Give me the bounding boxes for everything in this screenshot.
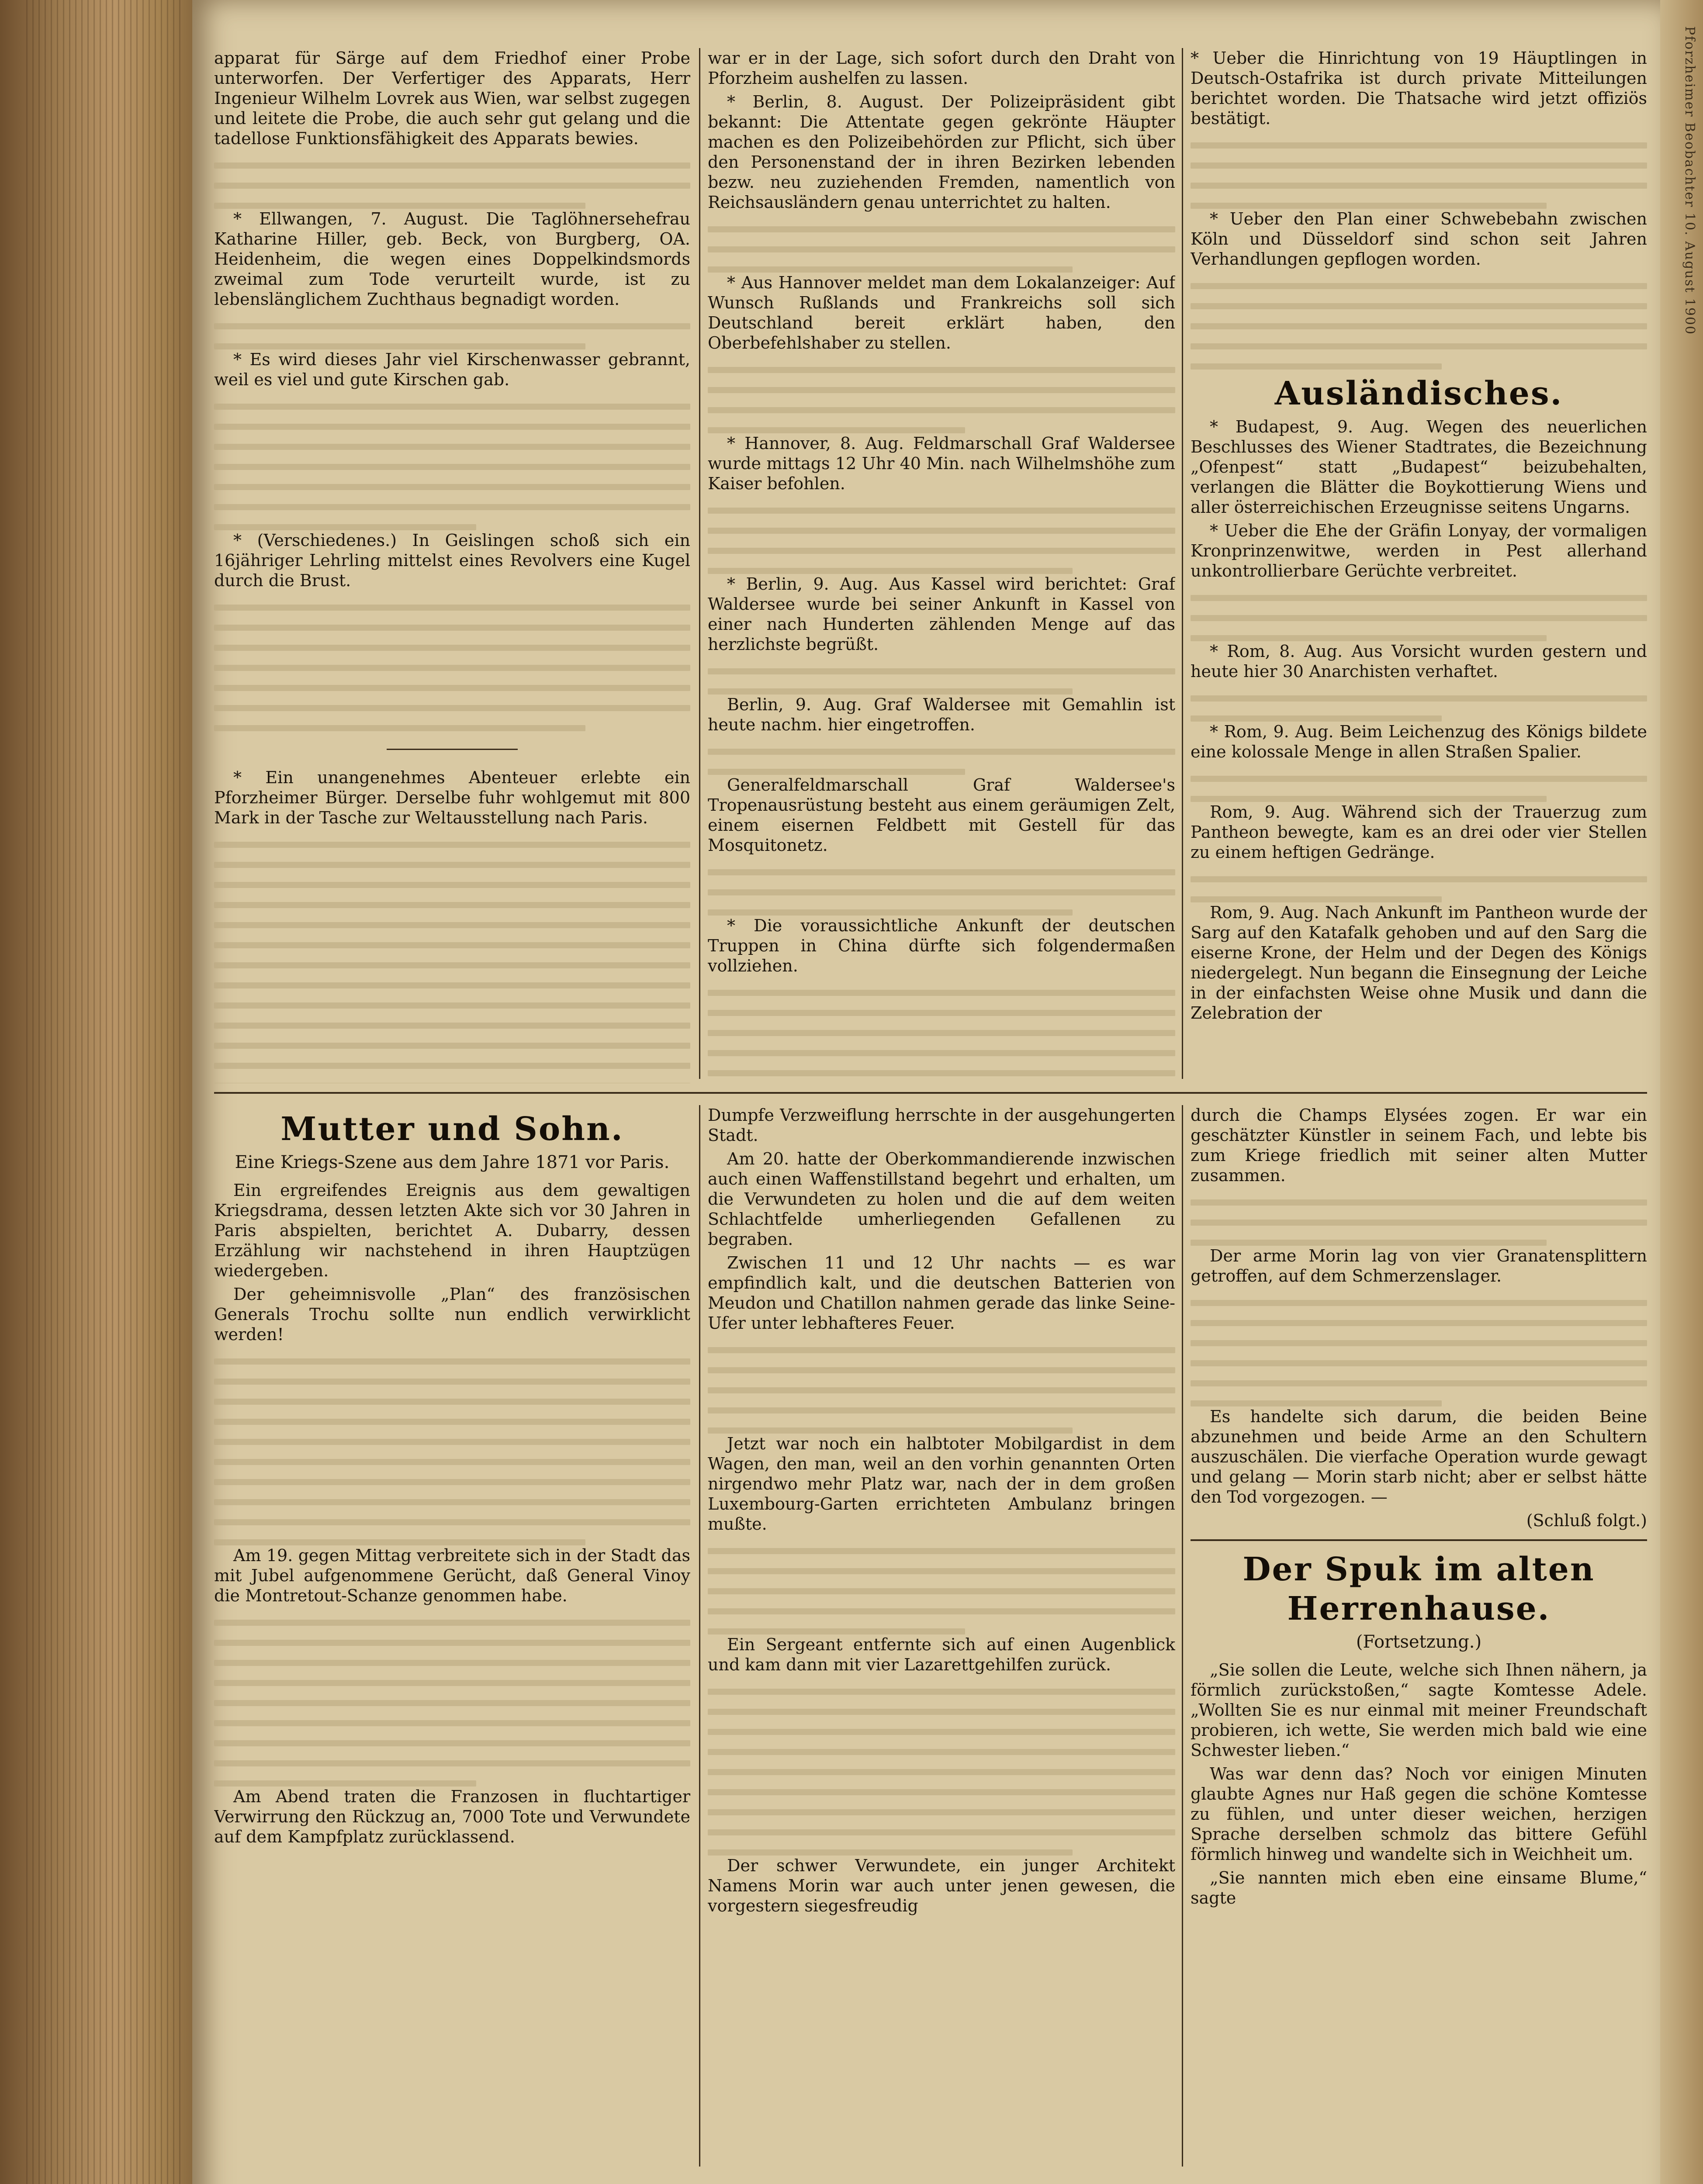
story-paragraph: durch die Champs Elysées zogen. Er war ein geschätzter Künstler in seinem Fach, und lebte bis zum Kriege friedlich mit seiner alten Mutter zusammen. (1191, 1106, 1647, 1185)
top-column-1 (214, 48, 690, 1083)
column-rule (699, 1105, 700, 2167)
article-paragraph: Generalfeldmarschall Graf Waldersee's Tropenausrüstung besteht aus einem geräumigen Zelt, einem eisernen Feldbett mit Gestell für das Mosquitonetz. (708, 775, 1175, 855)
text-lines (1191, 695, 1647, 722)
text-lines (214, 162, 690, 209)
text-lines (1191, 595, 1647, 641)
text-lines (708, 869, 1175, 916)
article-paragraph: * Berlin, 9. Aug. Aus Kassel wird berichtet: Graf Waldersee wurde bei seiner Ankunft in Kassel von einer nach Hunderten zählenden Menge auf das herzlichste begrüßt. (708, 574, 1175, 654)
text-lines (708, 226, 1175, 273)
text-lines (708, 1689, 1175, 1856)
column-rule (1182, 1105, 1183, 2167)
article-paragraph: * Ellwangen, 7. August. Die Taglöhnersehefrau Katharine Hiller, geb. Beck, von Burgberg, OA. Heidenheim, die wegen eines Doppelkindsmords zweimal zum Tode verurteilt wurde, ist zu lebenslänglichem Zuchthaus begnadigt worden. (214, 209, 690, 309)
article-paragraph: * (Verschiedenes.) In Geislingen schoß sich ein 16jähriger Lehrling mittelst eines Revolvers eine Kugel durch die Brust. (214, 531, 690, 590)
column-rule (1182, 48, 1183, 1079)
feuilleton-subtitle: Eine Kriegs-Szene aus dem Jahre 1871 vor Paris. (235, 1152, 670, 1172)
article-paragraph: * Rom, 9. Aug. Beim Leichenzug des Königs bildete eine kolossale Menge in allen Straßen Spalier. (1191, 722, 1647, 761)
story-paragraph: Der schwer Verwundete, ein junger Architekt Namens Morin war auch unter jenen gewesen, die vorgestern siegesfreudig (708, 1856, 1175, 1915)
article-paragraph: * Es wird dieses Jahr viel Kirschenwasser gebrannt, weil es viel und gute Kirschen gab. (214, 350, 690, 389)
book-spine (0, 0, 192, 2184)
text-lines (1191, 142, 1647, 209)
page-stack-edges (26, 0, 183, 2184)
story-paragraph: Am 19. gegen Mittag verbreitete sich in der Stadt das mit Jubel aufgenommene Gerücht, daß General Vinoy die Montretout-Schanze genommen habe. (214, 1546, 690, 1605)
column-rule (699, 48, 700, 1079)
text-lines (708, 1347, 1175, 1434)
story-paragraph: Es handelte sich darum, die beiden Beine abzunehmen und beide Arme an den Schultern auszuschälen. Die vierfache Operation wurde gewagt und gelang — Morin starb nicht; aber er selbst hätte den Tod vorgezogen. — (1191, 1407, 1647, 1507)
story-paragraph: „Sie sollen die Leute, welche sich Ihnen nähern, ja förmlich zurückstoßen,“ sagte Komtesse Adele. „Wollten Sie es nur einmal mit meiner Freundschaft probieren, ich wette, Sie werden mich bald wie eine Schwester lieben.“ (1191, 1660, 1647, 1760)
story-paragraph: Am Abend traten die Franzosen in fluchtartiger Verwirrung den Rückzug an, 7000 Tote und Verwundete auf dem Kampfplatz zurücklassend. (214, 1787, 690, 1846)
article-paragraph: war er in der Lage, sich sofort durch den Draht von Pforzheim aushelfen zu lassen. (708, 48, 1175, 88)
section-rule (1191, 1539, 1647, 1541)
text-lines (214, 1620, 690, 1787)
text-lines (214, 1358, 690, 1545)
story-paragraph: Dumpfe Verzweiflung herrschte in der ausgehungerten Stadt. (708, 1106, 1175, 1145)
edge-strip-text: Pforzheimer Beobachter 10. August 1900 (1682, 26, 1697, 335)
feuilleton-title: Mutter und Sohn. (280, 1110, 624, 1148)
text-lines (1191, 283, 1647, 370)
text-lines (1191, 776, 1647, 802)
text-lines (708, 1548, 1175, 1635)
article-paragraph: Berlin, 9. Aug. Graf Waldersee mit Gemahlin ist heute nachm. hier eingetroffen. (708, 695, 1175, 734)
story-paragraph: Am 20. hatte der Oberkommandierende inzwischen auch einen Waffenstillstand begehrt und erhalten, um die Verwundeten zu holen und die auf dem weiten Schlachtfelde umherliegenden Gefallenen zu begraben. (708, 1149, 1175, 1249)
story-paragraph: Ein Sergeant entfernte sich auf einen Augenblick und kam dann mit vier Lazarettgehilfen zurück. (708, 1635, 1175, 1674)
text-lines (214, 404, 690, 530)
feuilleton-column-3 (1191, 1105, 1647, 2171)
section-rule (214, 1092, 1647, 1094)
article-paragraph: * Ueber den Plan einer Schwebebahn zwischen Köln und Düsseldorf sind schon seit Jahren Verhandlungen gepflogen worden. (1191, 209, 1647, 269)
text-lines (708, 367, 1175, 433)
article-paragraph: Rom, 9. Aug. Nach Ankunft im Pantheon wurde der Sarg auf den Katafalk gehoben und auf den Sarg die eiserne Krone, der Helm und der Degen des Königs niedergelegt. Nun begann die Einsegnung der Leiche in der einfachsten Weise ohne Musik und dann die Zelebration der (1191, 903, 1647, 1023)
text-lines (1191, 1300, 1647, 1406)
article-paragraph: * Berlin, 8. August. Der Polizeipräsident gibt bekannt: Die Attentate gegen gekrönte Häupter machen es den Polizeibehörden zur Pflicht, sich über den Personenstand der in ihren Bezirken lebenden bezw. neu zuziehenden Fremden, namentlich von Reichsausländern genau unterrichtet zu halten. (708, 92, 1175, 212)
text-lines (214, 323, 690, 349)
text-lines (708, 749, 1175, 775)
article-paragraph: apparat für Särge auf dem Friedhof einer Probe unterworfen. Der Verfertiger des Apparats, Herr Ingenieur Wilhelm Lovrek aus Wien, war selbst zugegen und leitete die Probe, die auch sehr gut gelang und die tadellose Funktionsfähigkeit des Apparats bewies. (214, 48, 690, 148)
text-lines (708, 990, 1175, 1083)
section-heading: Ausländisches. (1274, 375, 1563, 412)
story-paragraph: Der geheimnisvolle „Plan“ des französischen Generals Trochu sollte nun endlich verwirklicht werden! (214, 1285, 690, 1344)
feuilleton-column-2 (708, 1105, 1175, 2171)
feuilleton-column-1 (214, 1105, 690, 2171)
article-paragraph: * Budapest, 9. Aug. Wegen des neuerlichen Beschlusses des Wiener Stadtrates, die Bezeichnung „Ofenpest“ statt „Budapest“ beizubehalten, verlangen die Blätter die Boykottierung Wiens und aller österreichischen Erzeugnisse seitens Ungarns. (1191, 417, 1647, 517)
story-paragraph: Ein ergreifendes Ereignis aus dem gewaltigen Kriegsdrama, dessen letzten Akte sich vor 30 Jahren in Paris abspielten, berichtet A. Dubarry, dessen Erzählung wir nachstehend in ihren Hauptzügen wiedergeben. (214, 1181, 690, 1280)
top-column-2 (708, 48, 1175, 1083)
story-paragraph: Jetzt war noch ein halbtoter Mobilgardist in dem Wagen, den man, weil an den vorhin genannten Orten nirgendwo mehr Platz war, nach der in dem großen Luxembourg-Garten errichteten Ambulanz bringen mußte. (708, 1434, 1175, 1534)
serial-subtitle: (Fortsetzung.) (1356, 1632, 1482, 1652)
story-paragraph: Zwischen 11 und 12 Uhr nachts — es war empfindlich kalt, und die deutschen Batterien von Meudon und Chatillon nahmen gerade das linke Seine-Ufer unter lebhafteres Feuer. (708, 1253, 1175, 1333)
serial-title: Der Spuk im alten Herrenhause. (1243, 1551, 1595, 1628)
article-paragraph: * Hannover, 8. Aug. Feldmarschall Graf Waldersee wurde mittags 12 Uhr 40 Min. nach Wilhelmshöhe zum Kaiser befohlen. (708, 434, 1175, 493)
story-paragraph: „Sie nannten mich eben eine einsame Blume,“ sagte (1191, 1868, 1647, 1908)
text-lines (1191, 876, 1647, 902)
text-lines (708, 668, 1175, 695)
article-divider (387, 749, 518, 750)
story-paragraph: Der arme Morin lag von vier Granatensplittern getroffen, auf dem Schmerzenslager. (1191, 1246, 1647, 1286)
text-lines (1191, 1199, 1647, 1246)
top-column-3 (1191, 48, 1647, 1083)
article-paragraph: * Die voraussichtliche Ankunft der deutschen Truppen in China dürfte sich folgendermaßen vollziehen. (708, 916, 1175, 975)
text-lines (708, 508, 1175, 574)
article-paragraph: * Ueber die Ehe der Gräfin Lonyay, der vormaligen Kronprinzenwitwe, werden in Pest allerhand unkontrollierbare Gerüchte verbreitet. (1191, 521, 1647, 581)
text-lines (214, 605, 690, 731)
to-be-continued: (Schluß folgt.) (1526, 1511, 1647, 1530)
article-paragraph: Rom, 9. Aug. Während sich der Trauerzug zum Pantheon bewegte, kam es an drei oder vier Stellen zu einem heftigen Gedränge. (1191, 802, 1647, 862)
text-lines (214, 842, 690, 1083)
story-paragraph: Was war denn das? Noch vor einigen Minuten glaubte Agnes nur Haß gegen die schöne Komtesse zu fühlen, und unter dieser weichen, herzigen Sprache derselben schmolz das bittere Gefühl förmlich hinweg und wandelte sich in Weichheit um. (1191, 1764, 1647, 1864)
article-paragraph: * Aus Hannover meldet man dem Lokalanzeiger: Auf Wunsch Rußlands und Frankreichs soll sich Deutschland bereit erklärt haben, den Oberbefehlshaber zu stellen. (708, 273, 1175, 352)
article-paragraph: * Rom, 8. Aug. Aus Vorsicht wurden gestern und heute hier 30 Anarchisten verhaftet. (1191, 642, 1647, 681)
article-paragraph: * Ein unangenehmes Abenteuer erlebte ein Pforzheimer Bürger. Derselbe fuhr wohlgemut mit 800 Mark in der Tasche zur Weltausstellung nach Paris. (214, 768, 690, 827)
article-paragraph: * Ueber die Hinrichtung von 19 Häuptlingen in Deutsch-Ostafrika ist durch private Mitteilungen berichtet worden. Die Thatsache wird jetzt offiziös bestätigt. (1191, 48, 1647, 128)
